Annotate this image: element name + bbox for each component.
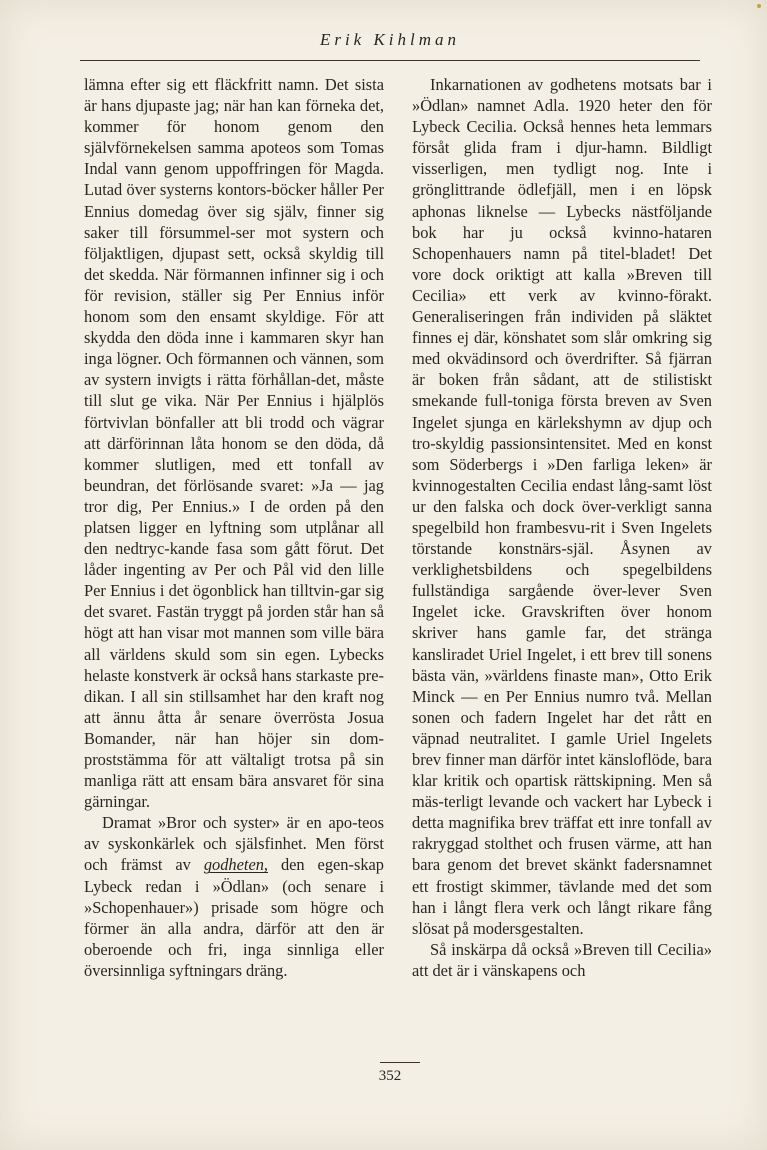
left-paragraph-2-end: den egen-skap Lybeck redan i »Ödlan» (och senare i »Schopenhauer») prisade som högre och förmer än alla andra, därför att den är oberoende och fri, inga sinnliga eller översinnliga syftningars dräng.: [84, 855, 384, 980]
left-column: [84, 74, 384, 981]
right-paragraph-2: Så inskärpa då också »Breven till Cecilia» att det är i vänskapens och: [412, 939, 712, 980]
left-paragraph-2-start: Dramat »Bror och syster» är en apo-teos av syskonkärlek och själsfinhet. Men först och främst av: [84, 813, 384, 875]
right-paragraph-1: Inkarnationen av godhetens motsats bar i »Ödlan» namnet Adla. 1920 heter den för Lybeck Cecilia. Också hennes heta lemmars försåt glida fram i djur-hamn. Bildligt visserligen, men tydligt nog. Inte i grönglittrande ödlefjäll, men i en löpsk aphonas liknelse — Lybecks nästföljande bok har ju också kvinno-hataren Schopenhauers namn på titel-bladet! Det vore dock oriktigt att kalla »Breven till Cecilia» ett verk av kvinno-förakt. Generaliseringen från individen på släktet finnes ej där, könshatet som slår omkring sig med okvädinsord och överdrifter. Så fjärran är boken från sådant, att de stilistiskt smekande full-toniga första breven av Sven Ingelet sjunga en kärlekshymn av djup och tro-skyldig passionsintensitet. Med en konst som Söderbergs i »Den farliga leken» är kvinnogestalten Cecilia endast lång-samt löst ur den falska och dock över-verkligt sanna spegelbild hon frambesvu-rit i Sven Ingelets törstande konstnärs-själ. Åsynen av verklighetsbildens och spegelbildens fullständiga sargående över-lever Sven Ingelet icke. Gravskriften över honom skriver hans gamle far, det stränga kansliradet Uriel Ingelet, i ett brev till sonens bästa vän, »världens finaste man», Otto Erik Minck — en Per Ennius numro två. Mellan sonen och fadern Ingelet har det rått en väpnad neutralitet. I gamle Uriel Ingelets brev finner man därför intet känsloflöde, bara klar kritik och opartisk rättskipning. Men så mäs-terligt levande och vackert har Lybeck i detta magnifika brev träffat ett inre tonfall av rakryggad stolthet och frusen värme, att han bara genom det brevet skänkt fadersnamnet ett frostigt skimmer, tävlande med det som han i långt flera verk och långt rikare fång slösat på modersgestalten.: [412, 75, 712, 938]
left-paragraph-2: [84, 812, 384, 981]
running-title: Erik Kihlman: [319, 30, 461, 49]
emphasized-word: godheten,: [203, 855, 269, 875]
page-number: 352: [378, 1068, 402, 1084]
header-rule: [80, 60, 700, 61]
left-paragraph-1: lämna efter sig ett fläckfritt namn. Det sista är hans djupaste jag; när han kan förneka det, kommer för honom genom den självförnekelsen samma apoteos som Tomas Indal vann genom uppoffringen för Magda. Lutad över systerns kontors-böcker håller Per Ennius domedag över sig själv, finner sig saker till försummel-ser mot systern och följaktligen, djupast sett, också skyldig till det skedda. När förmannen infinner sig i och för revision, ställer sig Per Ennius inför honom som den ensamt skyldige. För att skydda den döda inne i kammaren skyr han inga lögner. Och förmannen och vännen, som av systern invigts i rätta förhållan-det, måste till slut ge vika. När Per Ennius i hjälplös förtvivlan bönfaller att bli trodd och vägrar att därförinnan låta honom se den döda, då kommer slutligen, med ett tonfall av beundran, det förlösande svaret: »Ja — jag tror dig, Per Ennius.» I de orden på den platsen ligger en lyftning som utplånar all den nedtryc-kande fasa som gått förut. Det låder ingenting av Per och Pål vid den lille Per Ennius i det ögonblick han tilltvin-gar sig det svaret. Fastän tryggt på jorden står han så högt att han visar mot mannen som ville bära all världens skuld som sin egen. Lybecks helaste konstverk är också hans starkaste pre-dikan. I all sin stillsamhet har den kraft nog att ännu åtta år senare överrösta Josua Bomander, när han höjer sin dom-proststämma för att vältaligt trotsa på sin manliga rätt att ensam bära ansvaret för sina gärningar.: [84, 75, 384, 812]
right-column: [412, 74, 712, 981]
footer-rule: [380, 1062, 420, 1063]
paper-speck: [757, 4, 761, 8]
